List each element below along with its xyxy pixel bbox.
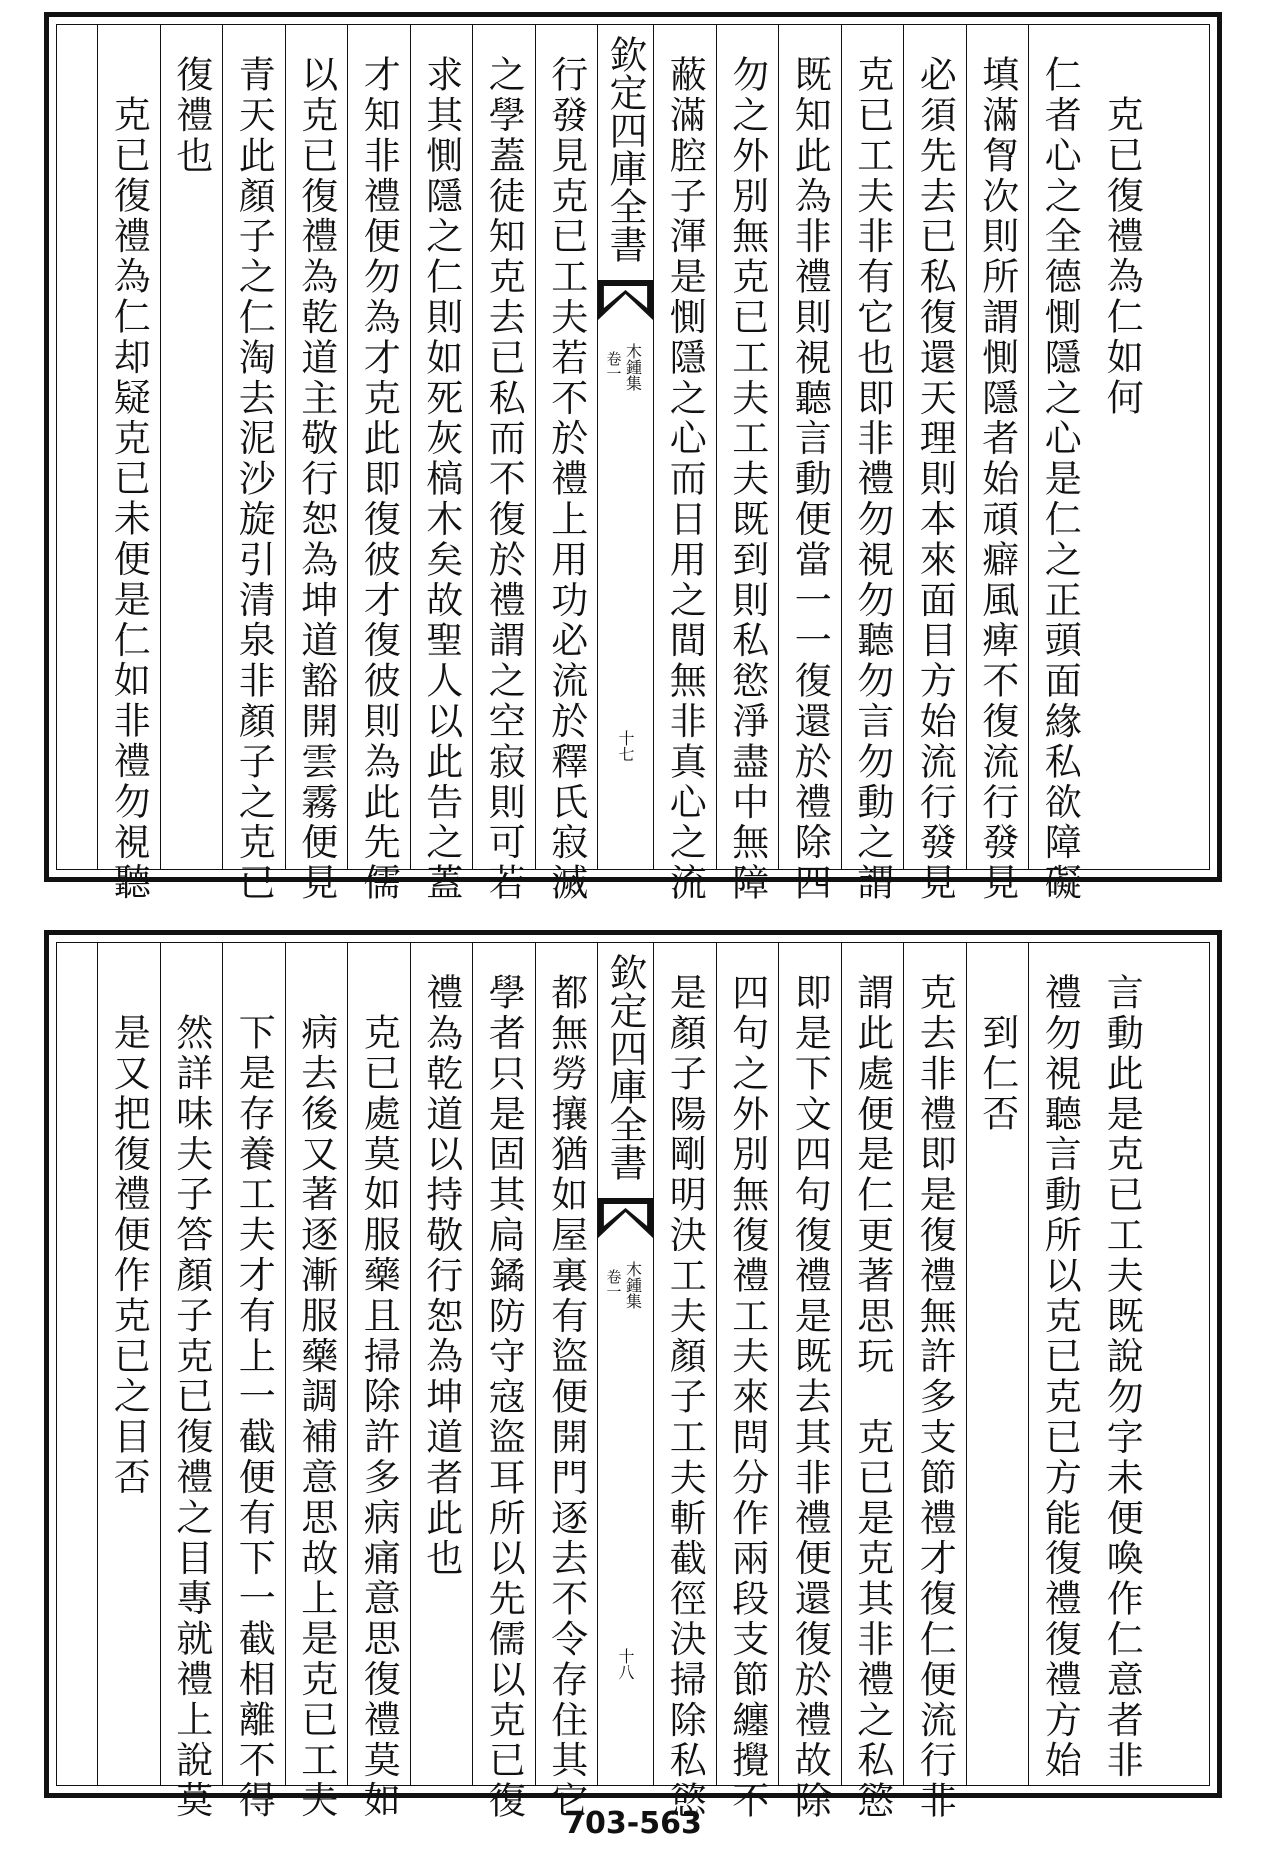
column-text: 謂此處便是仁更著思玩 克已是克其非禮之私慾	[850, 973, 894, 1822]
column-text: 即是下文四句復禮是既去其非禮便還復於禮故除	[788, 973, 832, 1822]
column-text: 禮勿視聽言動所以克已克已方能復禮復禮方始	[1038, 973, 1082, 1781]
text-column	[1091, 943, 1154, 1785]
column-text: 到仁否	[975, 1013, 1019, 1135]
text-column	[347, 25, 410, 904]
text-column	[535, 25, 598, 904]
text-column	[347, 943, 410, 1821]
collection-title: 欽定四庫全書	[603, 953, 647, 1181]
fishtail-mark-icon	[598, 280, 653, 320]
volume-label: 卷一	[604, 1269, 623, 1299]
column-text: 病去後又著逐漸服藥調補意思故上是克已工夫	[294, 1013, 338, 1821]
column-text: 青天此顏子之仁淘去泥沙旋引清泉非顏子之克已	[232, 55, 276, 904]
column-text: 勿之外別無克已工夫工夫既到則私慾淨盡中無障	[725, 55, 769, 904]
column-text: 之學蓋徒知克去已私而不復於禮謂之空寂則可若	[482, 55, 526, 904]
text-column	[472, 943, 535, 1822]
column-text: 以克已復禮為乾道主敬行恕為坤道豁開雲霧便見	[294, 55, 338, 904]
column-text: 復禮也	[169, 55, 213, 177]
column-text: 言動此是克已工夫既說勿字未便喚作仁意者非	[1100, 973, 1144, 1781]
text-column	[410, 943, 473, 1785]
text-column	[285, 25, 348, 904]
collection-title: 欽定四庫全書	[603, 35, 647, 263]
text-column	[841, 25, 904, 904]
text-column	[160, 943, 223, 1821]
column-text: 克已復禮為仁却疑克已未便是仁如非禮勿視聽	[107, 95, 151, 903]
column-text: 仁者心之全德惻隱之心是仁之正頭面緣私欲障礙	[1038, 55, 1082, 904]
column-text: 克去非禮即是復禮無許多支節禮才復仁便流行非	[913, 973, 957, 1822]
column-text: 克已工夫非有它也即非禮勿視勿聽勿言勿動之謂	[850, 55, 894, 904]
column-text: 才知非禮便勿為才克此即復彼才復彼則為此先儒	[357, 55, 401, 904]
bottom-page-frame	[56, 942, 1210, 1822]
text-column	[285, 943, 348, 1821]
page-footer-number: 703-563	[564, 1806, 702, 1841]
text-column	[966, 943, 1029, 1785]
fishtail-mark-icon	[598, 1198, 653, 1238]
column-text: 是顏子陽剛明決工夫顏子工夫斬截徑決掃除私慾	[663, 973, 707, 1822]
column-text: 求其惻隱之仁則如死灰槁木矣故聖人以此告之蓋	[419, 55, 463, 904]
column-text: 都無勞攘猶如屋裏有盜便開門逐去不令存住其它	[544, 973, 588, 1822]
text-column	[778, 943, 841, 1822]
book-title: 木鍾集	[623, 343, 643, 391]
text-column	[97, 25, 160, 903]
text-column	[653, 25, 716, 904]
text-column	[97, 943, 160, 1785]
top-page	[44, 12, 1222, 904]
center-fold-column	[597, 25, 653, 869]
column-text: 然詳味夫子答顏子克已復禮之目專就禮上說莫	[169, 1013, 213, 1821]
text-column	[653, 943, 716, 1822]
text-column	[1091, 25, 1154, 869]
text-column	[841, 943, 904, 1822]
bottom-page	[44, 930, 1222, 1822]
column-text: 克已復禮為仁如何	[1100, 95, 1144, 419]
column-text: 必須先去已私復還天理則本來面目方始流行發見	[913, 55, 957, 904]
text-column	[222, 943, 285, 1821]
text-column	[966, 25, 1029, 904]
folio-number: 十七	[616, 730, 635, 762]
text-column	[1028, 943, 1091, 1785]
column-text: 行發見克已工夫若不於禮上用功必流於釋氏寂滅	[544, 55, 588, 904]
text-column	[716, 25, 779, 904]
text-column	[222, 25, 285, 904]
column-text: 禮為乾道以持敬行恕為坤道者此也	[419, 973, 463, 1579]
column-text: 克已處莫如服藥且掃除許多病痛意思復禮莫如	[357, 1013, 401, 1821]
text-column	[535, 943, 598, 1822]
column-text: 下是存養工夫才有上一截便有下一截相離不得	[232, 1013, 276, 1821]
text-column	[160, 25, 223, 869]
text-column	[903, 25, 966, 904]
center-fold-column	[597, 943, 653, 1785]
volume-label: 卷一	[604, 351, 623, 381]
book-title: 木鍾集	[623, 1261, 643, 1309]
top-page-frame	[56, 24, 1210, 904]
text-column	[1028, 25, 1091, 904]
text-column	[716, 943, 779, 1822]
column-text: 是又把復禮便作克已之目否	[107, 1013, 151, 1498]
column-text: 填滿胷次則所謂惻隱者始頑癖風痺不復流行發見	[975, 55, 1019, 904]
text-column	[410, 25, 473, 904]
text-column	[903, 943, 966, 1822]
column-text: 既知此為非禮則視聽言動便當一一復還於禮除四	[788, 55, 832, 904]
column-text: 蔽滿腔子渾是惻隱之心而日用之間無非真心之流	[663, 55, 707, 904]
text-column	[472, 25, 535, 904]
column-text: 學者只是固其扃鐍防守寇盜耳所以先儒以克已復	[482, 973, 526, 1822]
text-column	[778, 25, 841, 904]
column-text: 四句之外別無復禮工夫來問分作兩段支節纏攪不	[725, 973, 769, 1822]
folio-number: 十八	[616, 1648, 635, 1680]
